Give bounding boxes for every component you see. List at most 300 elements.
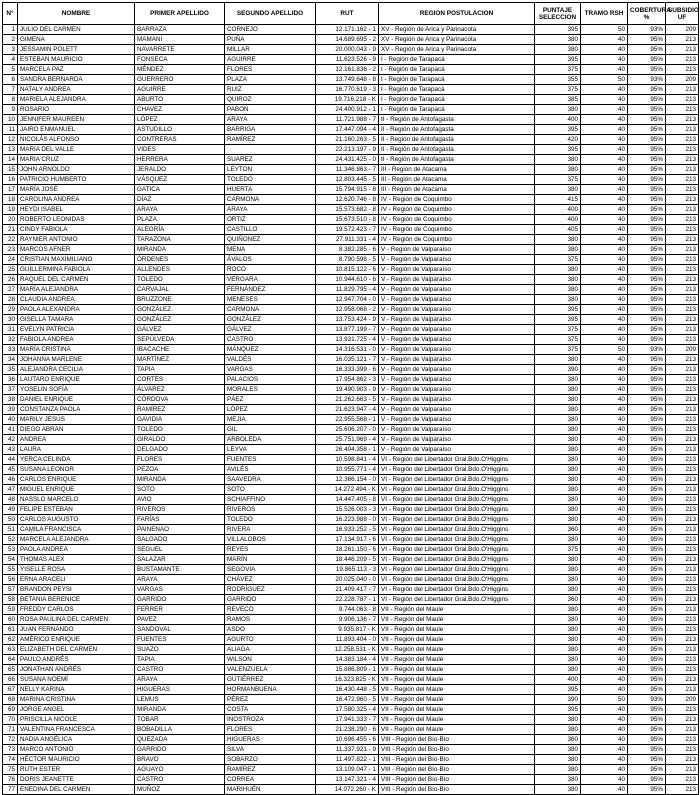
cell-region: V - Región de Valparaíso [379,395,535,405]
cell-name: PAOLA ALEXANDRA [18,305,135,315]
cell-region: VI - Región del Libertador Gral.Bdo.O'Higgins [379,565,535,575]
cell-score: 390 [535,695,581,705]
cell-rut: 15.794.915 - 8 [316,185,379,195]
cell-rut: 11.346.863 - 7 [316,165,379,175]
cell-name: MARIA DEL VALLE [18,145,135,155]
cell-row-number: 17 [3,185,18,195]
table-row [3,615,699,625]
cell-subsidy: 213 [666,595,699,605]
cell-region: VIII - Región del Bío-Bío [379,775,535,785]
cell-first-surname: SUAZO [135,645,225,655]
table-header-row [3,3,699,25]
cell-first-surname: SOTO [135,485,225,495]
cell-coverage: 95% [628,425,666,435]
cell-name: ROSARIO [18,105,135,115]
table-row [3,345,699,355]
cell-row-number: 77 [3,785,18,795]
cell-rut: 11.497.822 - 1 [316,755,379,765]
cell-score: 380 [535,415,581,425]
beneficiary-table-container [2,2,698,795]
cell-region: I - Región de Tarapacá [379,85,535,95]
cell-rut: 22.955.568 - 1 [316,415,379,425]
cell-row-number: 22 [3,235,18,245]
cell-name: MARÍA CRISTINA [18,345,135,355]
cell-row-number: 14 [3,155,18,165]
cell-name: MARÍA ALEJANDRA [18,285,135,295]
cell-region: VI - Región del Libertador Gral.Bdo.O'Higgins [379,525,535,535]
cell-first-surname: GARRIDO [135,595,225,605]
cell-first-surname: MIRANDA [135,245,225,255]
cell-coverage: 95% [628,485,666,495]
table-row [3,255,699,265]
cell-second-surname [225,145,316,155]
cell-coverage: 95% [628,685,666,695]
table-row [3,85,699,95]
cell-name: ELIZABETH DEL CARMEN [18,645,135,655]
cell-rsh-bracket: 40 [581,385,628,395]
cell-subsidy: 213 [666,45,699,55]
cell-second-surname: ÁVALOS [225,255,316,265]
cell-first-surname: GATICA [135,185,225,195]
cell-region: V - Región de Valparaíso [379,365,535,375]
cell-region: V - Región de Valparaíso [379,245,535,255]
cell-coverage: 95% [628,45,666,55]
cell-subsidy: 213 [666,495,699,505]
cell-subsidy: 213 [666,235,699,245]
table-row [3,65,699,75]
cell-rsh-bracket: 40 [581,265,628,275]
cell-subsidy: 213 [666,35,699,45]
cell-region: VII - Región del Maule [379,625,535,635]
cell-subsidy: 213 [666,705,699,715]
cell-subsidy: 213 [666,715,699,725]
cell-row-number: 50 [3,515,18,525]
cell-score: 380 [535,625,581,635]
cell-rut: 19.490.903 - 9 [316,385,379,395]
cell-rsh-bracket: 50 [581,345,628,355]
cell-first-surname: MARTÍNEZ [135,355,225,365]
cell-rut: 12.161.836 - 2 [316,65,379,75]
cell-coverage: 95% [628,195,666,205]
cell-first-surname: PAINENAO [135,525,225,535]
cell-rut: 11.721.988 - 7 [316,115,379,125]
table-row [3,105,699,115]
cell-second-surname: LEYVA [225,445,316,455]
cell-rut: 18.446.209 - 5 [316,555,379,565]
cell-score: 380 [535,235,581,245]
cell-second-surname: TOLEDO [225,515,316,525]
cell-coverage: 95% [628,155,666,165]
cell-row-number: 28 [3,295,18,305]
cell-row-number: 19 [3,205,18,215]
cell-rsh-bracket: 40 [581,395,628,405]
cell-subsidy: 213 [666,335,699,345]
table-row [3,535,699,545]
cell-score: 380 [535,385,581,395]
cell-rsh-bracket: 40 [581,125,628,135]
cell-rsh-bracket: 40 [581,705,628,715]
cell-name: NASSLO MARCELO [18,495,135,505]
cell-first-surname: CORTES [135,375,225,385]
cell-name: NELLY KARINA [18,685,135,695]
cell-second-surname: VILLALOBOS [225,535,316,545]
cell-first-surname: BOBADILLA [135,725,225,735]
cell-rsh-bracket: 40 [581,285,628,295]
cell-rsh-bracket: 40 [581,335,628,345]
cell-rsh-bracket: 40 [581,175,628,185]
cell-rut: 16.223.988 - 0 [316,515,379,525]
cell-coverage: 95% [628,375,666,385]
cell-score: 380 [535,785,581,795]
header-coverage: COBERTURA % [628,3,666,25]
cell-subsidy: 213 [666,625,699,635]
cell-rsh-bracket: 40 [581,145,628,155]
cell-region: VI - Región del Libertador Gral.Bdo.O'Higgins [379,455,535,465]
cell-second-surname: SILVA [225,745,316,755]
cell-score: 380 [535,715,581,725]
table-row [3,485,699,495]
cell-rsh-bracket: 40 [581,225,628,235]
cell-first-surname: ÁLVAREZ [135,385,225,395]
cell-coverage: 95% [628,115,666,125]
cell-region: II - Región de Antofagasta [379,145,535,155]
cell-row-number: 69 [3,705,18,715]
table-row [3,55,699,65]
table-row [3,575,699,585]
cell-second-surname: MORALES [225,385,316,395]
cell-name: BRANDON PEYSI [18,585,135,595]
cell-second-surname: REVECO [225,605,316,615]
cell-name: NATALY ANDREA [18,85,135,95]
cell-first-surname: JERALDO [135,165,225,175]
table-row [3,735,699,745]
cell-row-number: 49 [3,505,18,515]
cell-first-surname: QUEZADA [135,735,225,745]
table-row [3,465,699,475]
cell-rut: 10.955.771 - 4 [316,465,379,475]
cell-name: GIMENA [18,35,135,45]
cell-subsidy: 213 [666,735,699,745]
cell-first-surname: TAPIA [135,365,225,375]
cell-row-number: 11 [3,125,18,135]
table-row [3,385,699,395]
cell-region: VII - Región del Maule [379,715,535,725]
cell-score: 380 [535,485,581,495]
cell-name: MARIELA ALEJANDRA [18,95,135,105]
cell-row-number: 29 [3,305,18,315]
table-row [3,695,699,705]
cell-rsh-bracket: 40 [581,245,628,255]
cell-second-surname: MILLAR [225,45,316,55]
cell-score: 380 [535,165,581,175]
table-row [3,635,699,645]
cell-first-surname: LÓPEZ [135,115,225,125]
cell-coverage: 95% [628,555,666,565]
cell-rut: 21.262.663 - 5 [316,395,379,405]
cell-name: GUILLERMINA FABIOLA [18,265,135,275]
cell-first-surname: SALGADO [135,535,225,545]
cell-coverage: 95% [628,305,666,315]
cell-rsh-bracket: 40 [581,465,628,475]
cell-score: 380 [535,265,581,275]
cell-subsidy: 213 [666,85,699,95]
cell-row-number: 5 [3,65,18,75]
table-row [3,215,699,225]
cell-second-surname: GONZÁLEZ [225,315,316,325]
cell-rut: 14.689.695 - 2 [316,35,379,45]
cell-coverage: 95% [628,765,666,775]
cell-rsh-bracket: 40 [581,65,628,75]
cell-name: LAUTARO ENRIQUE [18,375,135,385]
cell-name: RAQUEL DEL CARMEN [18,275,135,285]
cell-name: MARCO ANTONIO [18,745,135,755]
cell-rsh-bracket: 40 [581,165,628,175]
table-row [3,205,699,215]
cell-second-surname: SEGOVIA [225,565,316,575]
cell-subsidy: 213 [666,65,699,75]
cell-rsh-bracket: 40 [581,325,628,335]
cell-row-number: 59 [3,605,18,615]
cell-second-surname: RAMÍREZ [225,765,316,775]
table-row [3,315,699,325]
cell-region: V - Región de Valparaíso [379,285,535,295]
cell-coverage: 93% [628,695,666,705]
cell-score: 380 [535,615,581,625]
cell-name: JORGE ANGEL [18,705,135,715]
cell-first-surname: TOLEDO [135,425,225,435]
cell-first-surname: HIGUERAS [135,685,225,695]
cell-second-surname: AVILÉS [225,465,316,475]
cell-second-surname: PLAZA [225,75,316,85]
cell-score: 380 [535,495,581,505]
cell-coverage: 95% [628,715,666,725]
cell-rut: 16.333.399 - 6 [316,365,379,375]
cell-coverage: 95% [628,705,666,715]
cell-first-surname: GIRALDO [135,435,225,445]
cell-coverage: 95% [628,415,666,425]
cell-second-surname: RODRÍGUEZ [225,585,316,595]
cell-subsidy: 213 [666,475,699,485]
cell-region: V - Región de Valparaíso [379,425,535,435]
cell-score: 380 [535,45,581,55]
cell-subsidy: 213 [666,545,699,555]
cell-score: 395 [535,315,581,325]
cell-subsidy: 209 [666,75,699,85]
cell-second-surname: VALENZUELA [225,665,316,675]
cell-rsh-bracket: 40 [581,305,628,315]
cell-row-number: 52 [3,535,18,545]
cell-rsh-bracket: 40 [581,505,628,515]
cell-rut: 10.944.610 - 6 [316,275,379,285]
cell-second-surname: SUAREZ [225,155,316,165]
cell-row-number: 12 [3,135,18,145]
table-row [3,715,699,725]
cell-coverage: 95% [628,655,666,665]
cell-rsh-bracket: 50 [581,75,628,85]
cell-row-number: 76 [3,775,18,785]
cell-first-surname: GONZÁLEZ [135,315,225,325]
cell-row-number: 21 [3,225,18,235]
cell-coverage: 95% [628,585,666,595]
cell-row-number: 43 [3,445,18,455]
table-row [3,625,699,635]
cell-row-number: 8 [3,95,18,105]
cell-region: VII - Región del Maule [379,655,535,665]
cell-name: MARILY JESÚS [18,415,135,425]
cell-second-surname: QUIROZ [225,95,316,105]
cell-second-surname: SAAVEDRA [225,475,316,485]
cell-name: RUTH ESTER [18,765,135,775]
cell-rsh-bracket: 40 [581,785,628,795]
cell-row-number: 13 [3,145,18,155]
cell-row-number: 51 [3,525,18,535]
cell-coverage: 95% [628,105,666,115]
cell-second-surname: FLORES [225,65,316,75]
cell-first-surname: SALAZAR [135,555,225,565]
cell-score: 395 [535,705,581,715]
cell-name: DIEGO ABRAN [18,425,135,435]
cell-coverage: 95% [628,665,666,675]
cell-row-number: 7 [3,85,18,95]
cell-subsidy: 213 [666,175,699,185]
cell-rsh-bracket: 50 [581,25,628,35]
cell-row-number: 63 [3,645,18,655]
cell-rsh-bracket: 40 [581,645,628,655]
cell-row-number: 58 [3,595,18,605]
cell-row-number: 64 [3,655,18,665]
cell-score: 380 [535,645,581,655]
cell-rsh-bracket: 40 [581,195,628,205]
table-row [3,175,699,185]
cell-coverage: 95% [628,495,666,505]
cell-second-surname: MENESES [225,295,316,305]
cell-score: 380 [535,425,581,435]
cell-coverage: 95% [628,635,666,645]
cell-subsidy: 213 [666,325,699,335]
cell-region: I - Región de Tarapacá [379,65,535,75]
table-row [3,155,699,165]
header-rut: RUT [316,3,379,25]
cell-score: 375 [535,65,581,75]
cell-coverage: 95% [628,85,666,95]
cell-rsh-bracket: 40 [581,205,628,215]
cell-rsh-bracket: 40 [581,585,628,595]
cell-rsh-bracket: 40 [581,545,628,555]
cell-rut: 9.935.817 - K [316,625,379,635]
cell-subsidy: 213 [666,115,699,125]
cell-first-surname: TARAZONA [135,235,225,245]
cell-rut: 20.025.040 - 0 [316,575,379,585]
cell-first-surname: BRUZZONE [135,295,225,305]
cell-row-number: 18 [3,195,18,205]
cell-rsh-bracket: 40 [581,565,628,575]
cell-rut: 11.623.526 - 9 [316,55,379,65]
cell-rut: 14.316.531 - 0 [316,345,379,355]
cell-name: ENEDINA DEL CARMEN [18,785,135,795]
cell-subsidy: 213 [666,225,699,235]
cell-first-surname: IBACACHE [135,345,225,355]
cell-subsidy: 213 [666,725,699,735]
table-row [3,685,699,695]
cell-rsh-bracket: 40 [581,435,628,445]
cell-first-surname: VIDES [135,145,225,155]
cell-region: V - Región de Valparaíso [379,385,535,395]
cell-score: 415 [535,195,581,205]
table-row [3,415,699,425]
cell-region: V - Región de Valparaíso [379,255,535,265]
cell-rsh-bracket: 40 [581,775,628,785]
cell-first-surname: ARAYA [135,575,225,585]
cell-row-number: 26 [3,275,18,285]
cell-coverage: 95% [628,735,666,745]
table-row [3,285,699,295]
cell-row-number: 9 [3,105,18,115]
cell-second-surname: LÓPEZ [225,405,316,415]
cell-second-surname: GÁLVEZ [225,325,316,335]
cell-first-surname: GUERRERO [135,75,225,85]
cell-rsh-bracket: 40 [581,595,628,605]
table-row [3,305,699,315]
cell-first-surname: FUENTES [135,635,225,645]
cell-first-surname: CÓRDOVA [135,395,225,405]
cell-rut: 11.337.921 - 9 [316,745,379,755]
header-rsh-bracket: TRAMO RSH [581,3,628,25]
cell-region: VII - Región del Maule [379,635,535,645]
cell-region: VII - Región del Maule [379,705,535,715]
table-row [3,245,699,255]
cell-coverage: 95% [628,55,666,65]
cell-first-surname: MÉNDEZ [135,65,225,75]
cell-first-surname: AGUIRRE [135,85,225,95]
cell-score: 375 [535,255,581,265]
cell-rut: 21.409.417 - 7 [316,585,379,595]
cell-rsh-bracket: 40 [581,685,628,695]
cell-subsidy: 213 [666,375,699,385]
cell-name: CRISTIAN MAXIMILIANO [18,255,135,265]
cell-score: 380 [535,765,581,775]
cell-first-surname: ALEGRÍA [135,225,225,235]
cell-rsh-bracket: 40 [581,375,628,385]
cell-row-number: 72 [3,735,18,745]
cell-first-surname: ÓRDENES [135,255,225,265]
table-row [3,435,699,445]
cell-coverage: 95% [628,775,666,785]
cell-region: V - Región de Valparaíso [379,275,535,285]
cell-name: ROSA PAULINA DEL CARMEN [18,615,135,625]
cell-name: JENNIFER MAUREEN [18,115,135,125]
cell-subsidy: 213 [666,765,699,775]
cell-second-surname: MARÍN [225,555,316,565]
cell-rut: 12.947.704 - 0 [316,295,379,305]
cell-coverage: 95% [628,255,666,265]
cell-row-number: 24 [3,255,18,265]
cell-second-surname: RIVEROS [225,505,316,515]
cell-name: YERCA CELINDA [18,455,135,465]
cell-score: 380 [535,585,581,595]
cell-region: VI - Región del Libertador Gral.Bdo.O'Higgins [379,475,535,485]
cell-name: JOHANNA MARLENE [18,355,135,365]
cell-coverage: 95% [628,755,666,765]
cell-rsh-bracket: 40 [581,455,628,465]
cell-name: JUAN FERNANDO [18,625,135,635]
cell-score: 380 [535,515,581,525]
cell-name: MARCELA ALEJANDRA [18,535,135,545]
table-row [3,195,699,205]
cell-name: MARINA CRISTINA [18,695,135,705]
cell-first-surname: MUÑOZ [135,785,225,795]
table-row [3,515,699,525]
cell-subsidy: 213 [666,785,699,795]
